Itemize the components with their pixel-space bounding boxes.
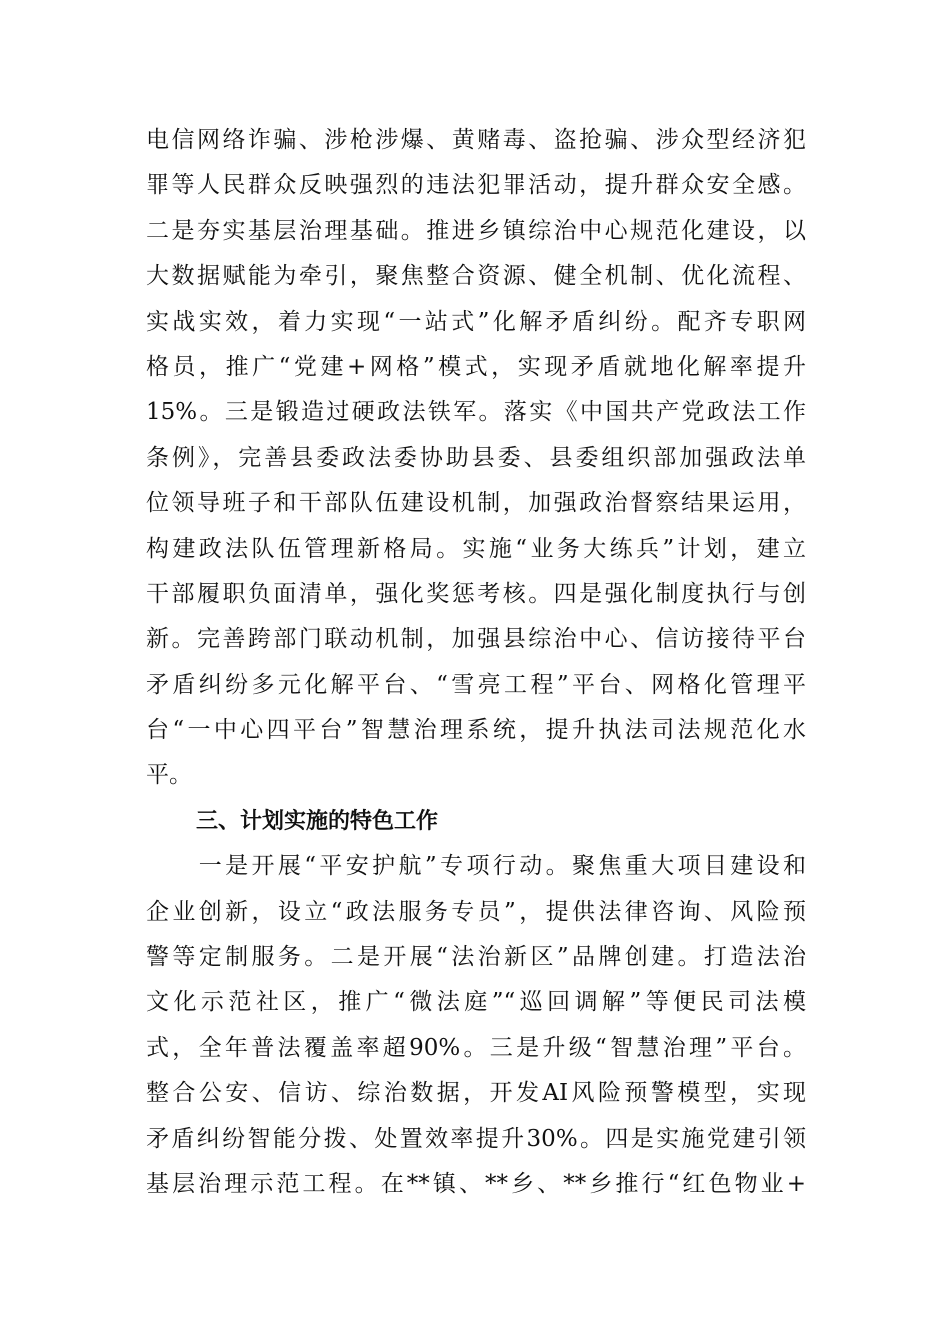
text-line: 矛盾纠纷智能分拨、处置效率提升30%。四是实施党建引领 [146,1125,806,1152]
text-line: 干部履职负面清单，强化奖惩考核。四是强化制度执行与创 [146,580,806,607]
text-line: 警等定制服务。二是开展“法治新区”品牌创建。打造法治 [146,944,806,971]
text-line: 企业创新，设立“政法服务专员”，提供法律咨询、风险预 [146,898,806,925]
text-line: 矛盾纠纷多元化解平台、“雪亮工程”平台、网格化管理平 [146,671,806,698]
text-line: 基层治理示范工程。在**镇、**乡、**乡推行“红色物业+ [146,1170,806,1197]
text-line: 构建政法队伍管理新格局。实施“业务大练兵”计划，建立 [146,535,806,562]
text-line: 整合公安、信访、综治数据，开发AI风险预警模型，实现 [146,1080,806,1107]
document-body [146,118,806,1207]
paragraph-1 [146,118,806,799]
text-line: 一是开展“平安护航”专项行动。聚焦重大项目建设和 [146,853,806,880]
text-line: 平。 [146,762,192,789]
text-line: 大数据赋能为牵引，聚焦整合资源、健全机制、优化流程、 [146,263,806,290]
text-line: 新。完善跨部门联动机制，加强县综治中心、信访接待平台 [146,626,806,653]
text-line: 位领导班子和干部队伍建设机制，加强政治督察结果运用， [146,490,806,517]
text-line: 格员，推广“党建+网格”模式，实现矛盾就地化解率提升 [146,353,806,380]
section-heading: 三、计划实施的特色工作 [196,808,439,834]
text-line: 式，全年普法覆盖率超90%。三是升级“智慧治理”平台。 [146,1034,806,1061]
text-line: 电信网络诈骗、涉枪涉爆、黄赌毒、盗抢骗、涉众型经济犯 [146,127,806,153]
text-line: 15%。三是锻造过硬政法铁军。落实《中国共产党政法工作 [146,399,806,426]
text-line: 文化示范社区，推广“微法庭”“巡回调解”等便民司法模 [146,989,806,1016]
text-line: 实战实效，着力实现“一站式”化解矛盾纠纷。配齐专职网 [146,308,806,335]
text-line: 二是夯实基层治理基础。推进乡镇综治中心规范化建设，以 [146,217,806,244]
text-line: 台“一中心四平台”智慧治理系统，提升执法司法规范化水 [146,717,806,744]
paragraph-2 [146,844,806,1207]
text-line: 罪等人民群众反映强烈的违法犯罪活动，提升群众安全感。 [146,172,806,199]
text-line: 条例》，完善县委政法委协助县委、县委组织部加强政法单 [146,444,806,471]
